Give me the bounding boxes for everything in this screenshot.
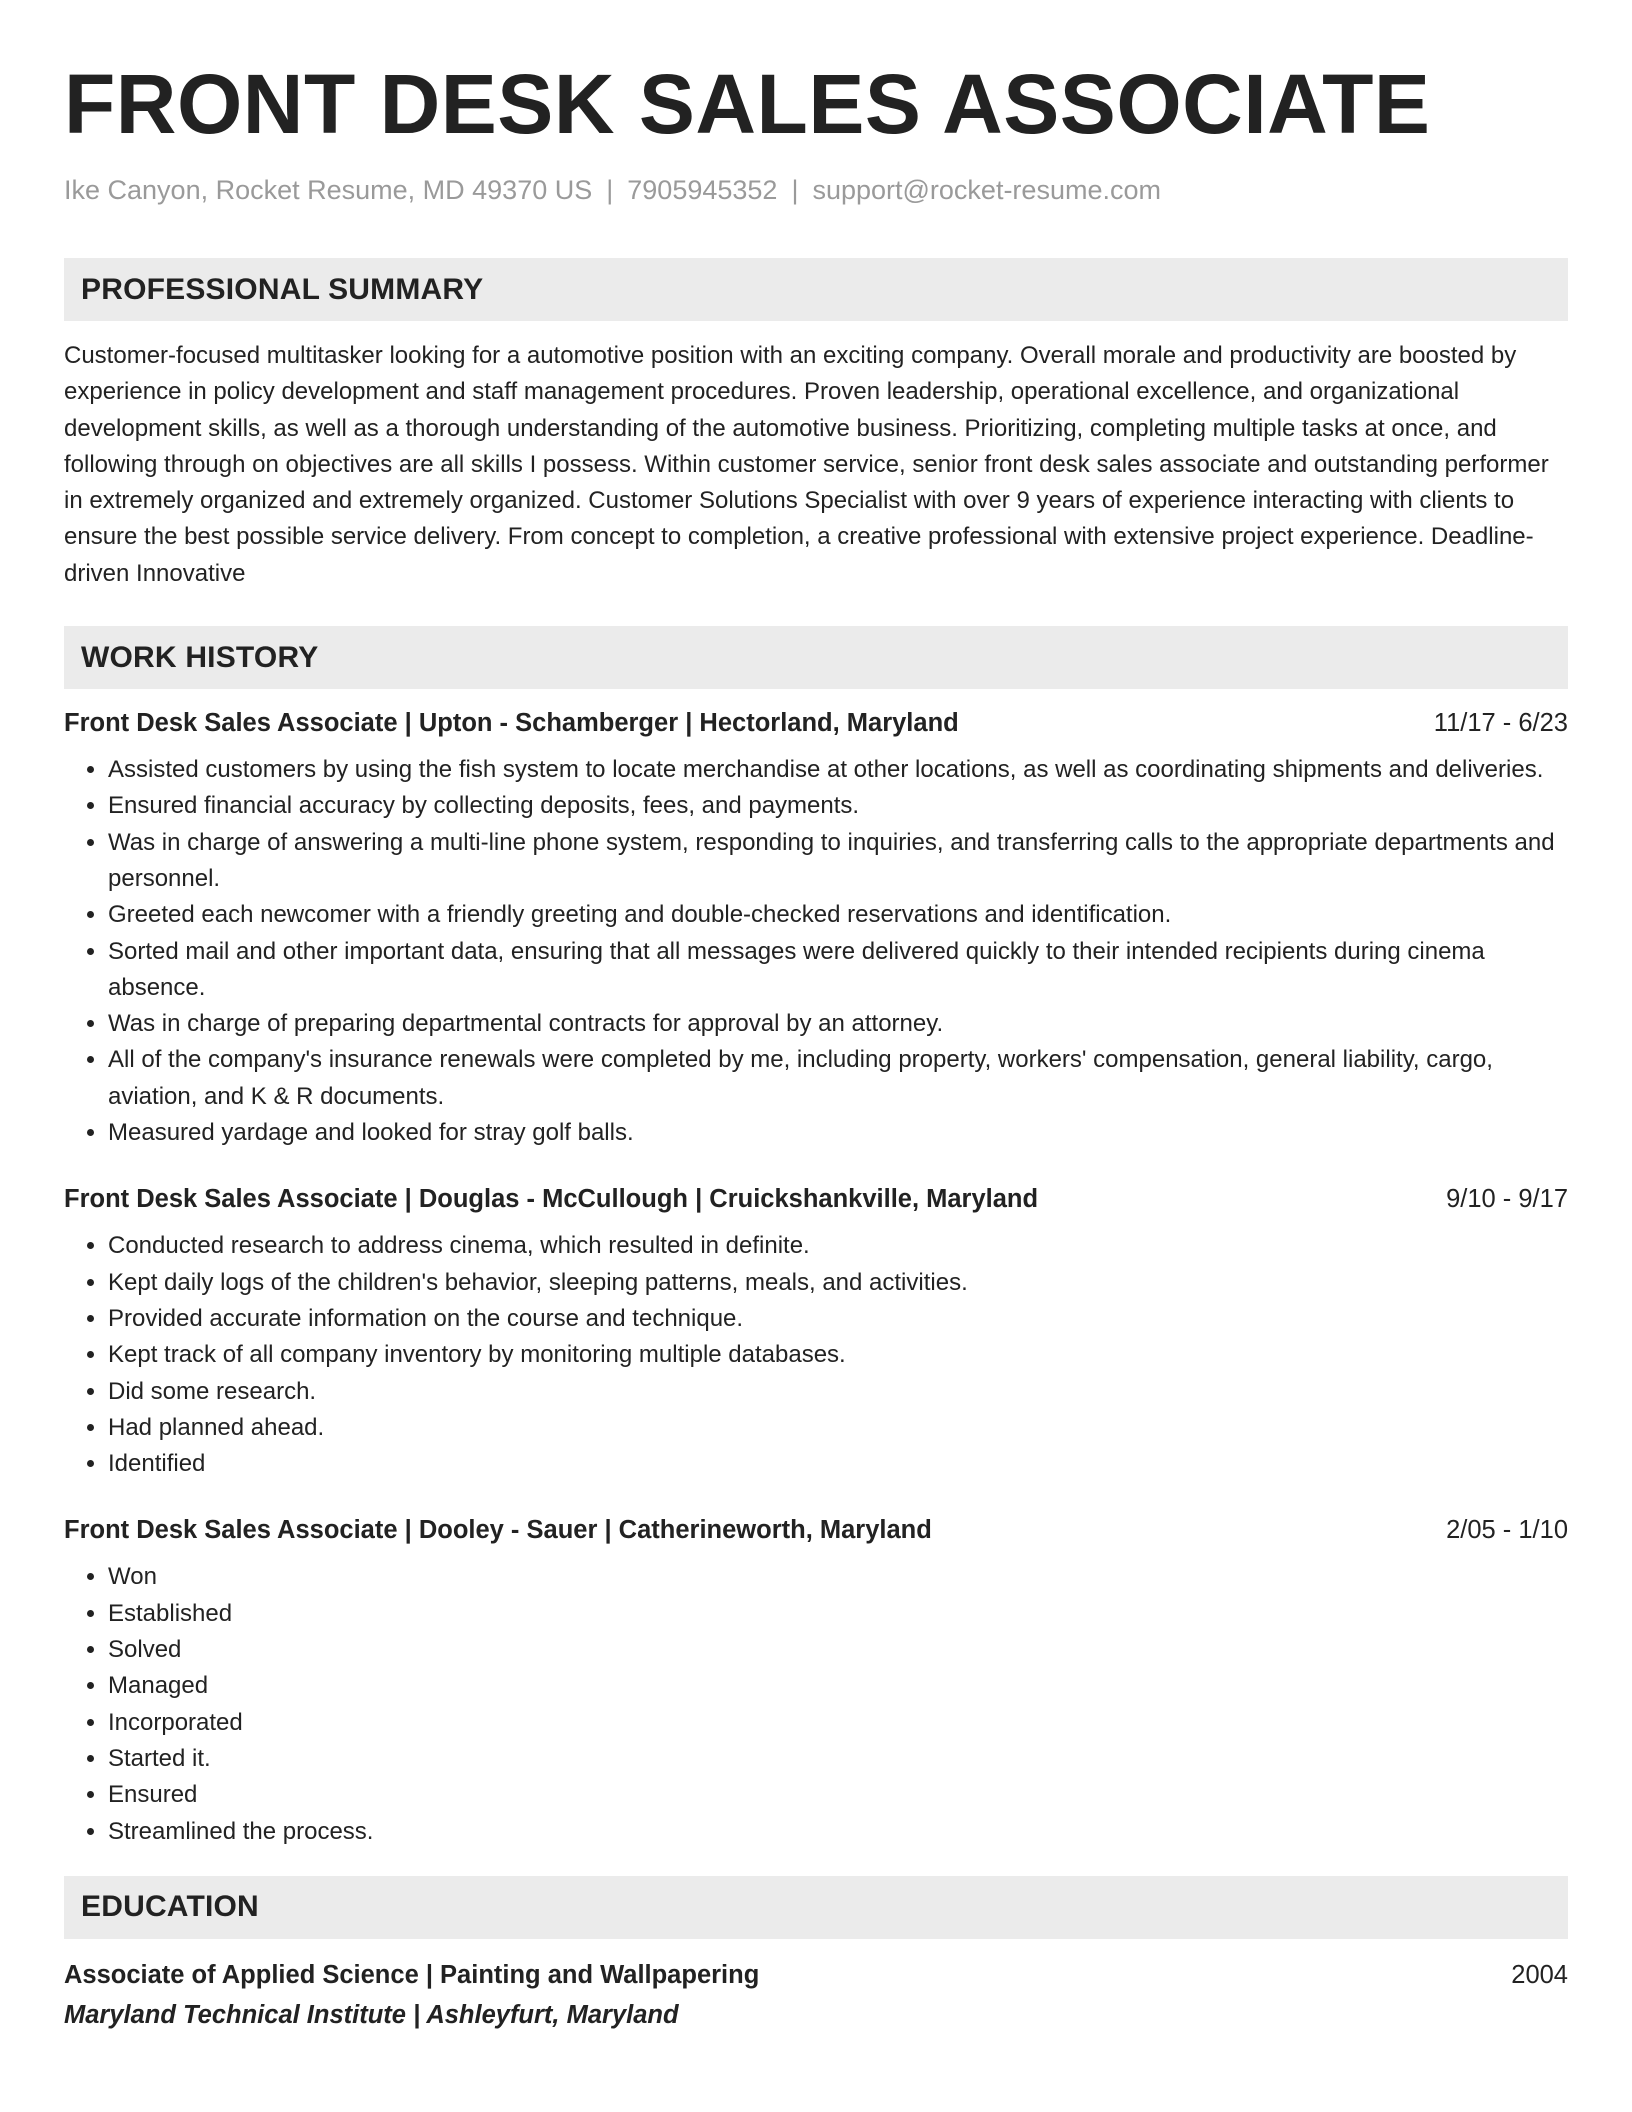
- job-bullet: • Ensured financial accuracy by collecting deposits, fees, and payments.: [108, 788, 1568, 824]
- contact-phone: 7905945352: [627, 175, 778, 205]
- work-history-list: [64, 703, 1568, 1850]
- job-bullet: • Had planned ahead.: [108, 1410, 1568, 1446]
- summary-text: Customer-focused multitasker looking for a automotive position with an exciting company. Overall morale and productivity are boosted by experience in policy development and staff management procedures. Proven leadership, operational excellence, and organizational development skills, as well as a thorough understanding of the automotive business. Prioritizing, completing multiple tasks at once, and following through on objectives are all skills I possess. Within customer service, senior front desk sales associate and outstanding performer in extremely organized and extremely organized. Customer Solutions Specialist with over 9 years of experience interacting with clients to ensure the best possible service delivery. From concept to completion, a creative professional with extensive project experience. Deadline-driven Innovative: [64, 342, 1549, 587]
- job-dates: 2/05 - 1/10: [1446, 1516, 1568, 1545]
- job-dates: 9/10 - 9/17: [1446, 1185, 1568, 1214]
- job-dates: 11/17 - 6/23: [1433, 709, 1568, 738]
- job-bullet: • All of the company's insurance renewals were completed by me, including property, workers' compensation, general liability, cargo, aviation, and K & R documents.: [108, 1042, 1568, 1115]
- contact-line: [64, 172, 1568, 208]
- work-history-section-header: WORK HISTORY: [64, 626, 1568, 689]
- resume-name: FRONT DESK SALES ASSOCIATE: [64, 57, 1431, 151]
- education-entry: [64, 1955, 1568, 1995]
- job-bullet: • Established: [108, 1596, 1568, 1632]
- job-bullet: • Was in charge of preparing departmental contracts for approval by an attorney.: [108, 1006, 1568, 1042]
- job-bullet: • Won: [108, 1559, 1568, 1595]
- job-title: Front Desk Sales Associate | Upton - Schamberger | Hectorland, Maryland: [64, 709, 959, 738]
- job-bullet: • Identified: [108, 1446, 1568, 1482]
- job-entry: [64, 703, 1568, 1151]
- job-bullet: • Incorporated: [108, 1705, 1568, 1741]
- job-bullet: • Solved: [108, 1632, 1568, 1668]
- job-bullet-list: [64, 752, 1568, 1151]
- job-bullet: • Ensured: [108, 1777, 1568, 1813]
- contact-separator: |: [791, 175, 799, 205]
- job-bullet: • Managed: [108, 1668, 1568, 1704]
- job-title: Front Desk Sales Associate | Dooley - Sauer | Catherineworth, Maryland: [64, 1516, 932, 1545]
- job-bullet-list: [64, 1228, 1568, 1482]
- job-bullet: • Kept daily logs of the children's behavior, sleeping patterns, meals, and activities.: [108, 1265, 1568, 1301]
- job-entry: [64, 1179, 1568, 1482]
- job-bullet: • Started it.: [108, 1741, 1568, 1777]
- job-bullet: • Sorted mail and other important data, ensuring that all messages were delivered quickly to their intended recipients during cinema absence.: [108, 934, 1568, 1007]
- job-heading-row: [64, 1179, 1568, 1219]
- job-bullet: • Provided accurate information on the course and technique.: [108, 1301, 1568, 1337]
- contact-separator: |: [606, 175, 614, 205]
- education-school: Maryland Technical Institute | Ashleyfurt, Maryland: [64, 2000, 679, 2029]
- summary-section-header: PROFESSIONAL SUMMARY: [64, 258, 1568, 321]
- education-section-header: EDUCATION: [64, 1876, 1568, 1939]
- job-bullet: • Measured yardage and looked for stray golf balls.: [108, 1115, 1568, 1151]
- contact-address: Ike Canyon, Rocket Resume, MD 49370 US: [64, 175, 593, 205]
- job-bullet: • Kept track of all company inventory by monitoring multiple databases.: [108, 1337, 1568, 1373]
- education-year: 2004: [1511, 1960, 1568, 1989]
- job-bullet: • Conducted research to address cinema, which resulted in definite.: [108, 1228, 1568, 1264]
- job-heading-row: [64, 703, 1568, 743]
- job-bullet: • Did some research.: [108, 1374, 1568, 1410]
- job-bullet: • Streamlined the process.: [108, 1814, 1568, 1850]
- job-title: Front Desk Sales Associate | Douglas - McCullough | Cruickshankville, Maryland: [64, 1185, 1039, 1214]
- job-bullet-list: [64, 1559, 1568, 1849]
- job-bullet: • Was in charge of answering a multi-line phone system, responding to inquiries, and transferring calls to the appropriate departments and personnel.: [108, 825, 1568, 898]
- job-bullet: • Assisted customers by using the fish system to locate merchandise at other locations, as well as coordinating shipments and deliveries.: [108, 752, 1568, 788]
- job-entry: [64, 1510, 1568, 1849]
- education-degree: Associate of Applied Science | Painting and Wallpapering: [64, 1960, 760, 1989]
- contact-email: support@rocket-resume.com: [812, 175, 1161, 205]
- job-heading-row: [64, 1510, 1568, 1550]
- job-bullet: • Greeted each newcomer with a friendly greeting and double-checked reservations and identification.: [108, 897, 1568, 933]
